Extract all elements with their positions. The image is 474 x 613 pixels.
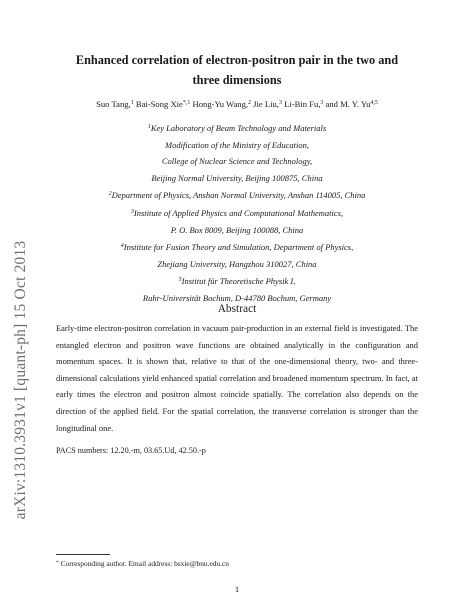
affiliation-line	[40, 137, 434, 154]
author-name: Suo Tang,	[96, 99, 131, 109]
affiliation-mark: 5	[178, 277, 182, 284]
corresponding-author-footnote	[56, 559, 229, 568]
author-affiliation-mark: 2	[248, 100, 252, 106]
affiliation-line	[40, 238, 434, 256]
author-name: Bai-Song Xie	[135, 99, 183, 109]
affiliation-line	[40, 256, 434, 273]
title-line-1: Enhanced correlation of electron-positron pair in the two and	[75, 53, 399, 67]
affiliation-mark: 1	[147, 124, 151, 130]
arxiv-identifier-stamp	[8, 150, 34, 610]
affiliation-text: Ruhr-Universität Bochum, D-44780 Bochum, Germany	[142, 292, 332, 303]
author-name: Jie Liu,	[253, 99, 279, 109]
affiliation-mark: 2	[108, 191, 112, 198]
affiliation-text: Zhejiang University, Hangzhou 310027, China	[157, 258, 317, 269]
title-line-2: three dimensions	[192, 73, 282, 87]
author-affiliation-mark: 3	[278, 100, 282, 106]
arxiv-identifier-text: arXiv:1310.3931v1 [quant-ph] 15 Oct 2013	[12, 240, 29, 520]
affiliation-line	[40, 222, 434, 239]
author-affiliation-mark: 4,5	[370, 100, 378, 106]
footnote-text: Corresponding author. Email address: bsxie@bnu.edu.cn	[58, 559, 229, 568]
affiliation-line	[40, 204, 434, 222]
author-affiliation-mark: *,1	[182, 100, 191, 106]
page-number: 1	[234, 584, 240, 594]
affiliation-line	[40, 153, 434, 170]
paper-title	[55, 50, 419, 90]
affiliation-line	[40, 186, 434, 204]
affiliation-text: Key Laboratory of Beam Technology and Materials	[150, 123, 327, 133]
abstract-text: Early-time electron-positron correlation in vacuum pair-production in an external field is investigated. The entangled electron and positron wave functions are obtained analytically in the configuration and momentum spaces. It is shown that, relative to that of the one-dimensional theory, two- and three-dimensional calculations yield enhanced spatial correlation and broadened momentum spectrum. In fact, at early times the electron and positron almost coincide spatially. The correlation also depends on the direction of the applied field. For the spatial correlation, the transverse correlation is stronger than the longitudinal one.	[56, 323, 418, 433]
author-affiliation-mark: 1	[130, 100, 134, 106]
author-name: M. Y. Yu	[340, 99, 371, 109]
affiliation-text: Department of Physics, Anshan Normal University, Anshan 114005, China	[111, 190, 366, 201]
pacs-numbers: PACS numbers: 12.20.-m, 03.65.Ud, 42.50.-p	[56, 446, 206, 455]
footnote-divider	[56, 554, 110, 555]
author-name: Hong-Yu Wang,	[192, 99, 249, 109]
affiliation-line	[40, 170, 434, 187]
affiliation-text: College of Nuclear Science and Technology,	[161, 156, 313, 167]
affiliation-mark: 3	[130, 208, 134, 215]
affiliation-list	[40, 119, 434, 307]
affiliation-line	[40, 272, 434, 290]
affiliation-text: Institute for Fusion Theory and Simulation, Department of Physics,	[123, 242, 354, 253]
author-name: Li-Bin Fu,	[284, 99, 321, 109]
author-list	[40, 99, 434, 109]
abstract-heading: Abstract	[217, 303, 257, 315]
affiliation-text: Modification of the Ministry of Education,	[164, 139, 309, 150]
footnote-mark: *	[56, 560, 59, 566]
author-affiliation-mark: 3	[320, 100, 324, 106]
affiliation-text: P. O. Box 8009, Beijing 100088, China	[170, 224, 304, 235]
affiliation-text: Institut für Theoretische Physik I,	[181, 276, 296, 287]
author-separator: and	[323, 99, 341, 109]
affiliation-text: Institute of Applied Physics and Computational Mathematics,	[133, 207, 344, 218]
affiliation-line	[40, 119, 434, 137]
affiliation-text: Beijing Normal University, Beijing 100875, China	[151, 172, 323, 183]
affiliation-mark: 4	[120, 243, 124, 250]
